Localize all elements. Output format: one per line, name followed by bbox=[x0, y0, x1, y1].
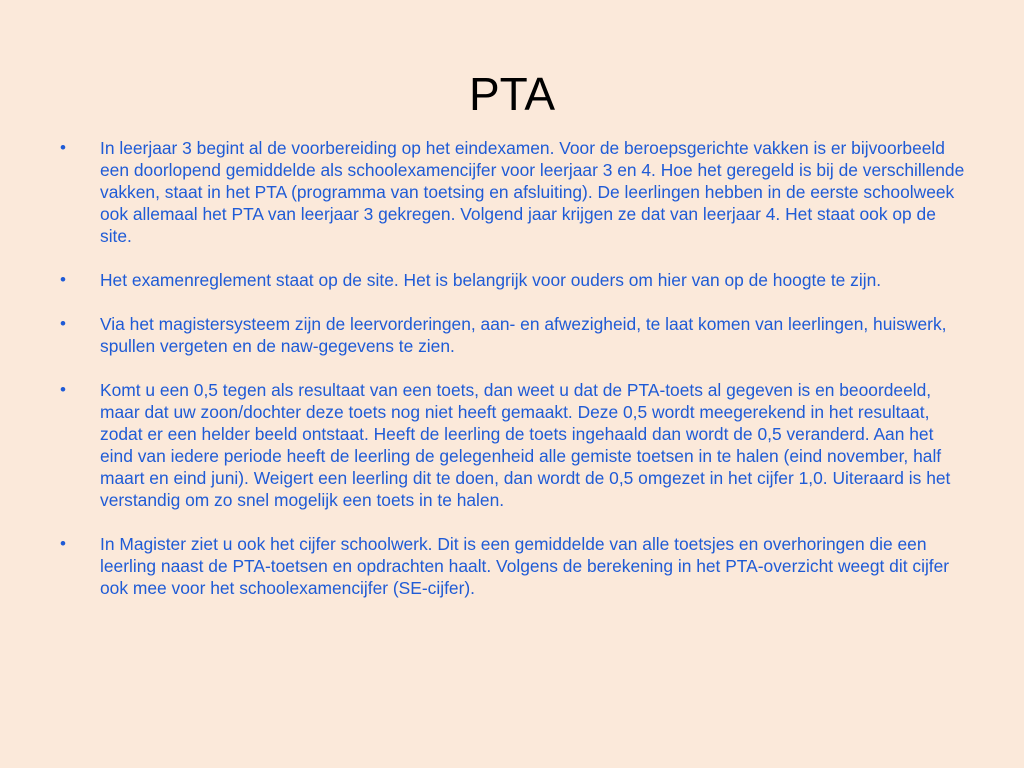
bullet-text: In leerjaar 3 begint al de voorbereiding op het eindexamen. Voor de beroepsgerichte vakken is er bijvoorbeeld een doorlopend gemiddelde als schoolexamencijfer voor leerjaar 3 en 4. Hoe het geregeld is bij de verschillende vakken, staat in het PTA (programma van toetsing en afsluiting). De leerlingen hebben in de eerste schoolweek ook allemaal het PTA van leerjaar 3 gekregen. Volgend jaar krijgen ze dat van leerjaar 4. Het staat ook op de site. bbox=[100, 138, 965, 246]
bullet-item bbox=[58, 269, 970, 291]
bullet-item bbox=[58, 137, 970, 247]
bullet-marker-icon: • bbox=[60, 534, 66, 553]
bullet-marker-icon: • bbox=[60, 380, 66, 399]
bullet-text: Via het magistersysteem zijn de leervorderingen, aan- en afwezigheid, te laat komen van leerlingen, huiswerk, spullen vergeten en de naw-gegevens te zien. bbox=[100, 314, 947, 356]
bullet-item bbox=[58, 379, 970, 511]
bullet-marker-icon: • bbox=[60, 314, 66, 333]
bullet-item bbox=[58, 313, 970, 357]
bullet-item bbox=[58, 533, 970, 599]
bullet-text: Het examenreglement staat op de site. Het is belangrijk voor ouders om hier van op de hoogte te zijn. bbox=[100, 270, 882, 290]
slide-title: PTA bbox=[468, 68, 556, 120]
bullet-list bbox=[58, 137, 970, 621]
bullet-marker-icon: • bbox=[60, 270, 66, 289]
bullet-marker-icon: • bbox=[60, 138, 66, 157]
bullet-text: In Magister ziet u ook het cijfer schoolwerk. Dit is een gemiddelde van alle toetsjes en overhoringen die een leerling naast de PTA-toetsen en opdrachten haalt. Volgens de berekening in het PTA-overzicht weegt dit cijfer ook mee voor het schoolexamencijfer (SE-cijfer). bbox=[100, 534, 950, 598]
bullet-text: Komt u een 0,5 tegen als resultaat van een toets, dan weet u dat de PTA-toets al gegeven is en beoordeeld, maar dat uw zoon/dochter deze toets nog niet heeft gemaakt. Deze 0,5 wordt meegerekend in het resultaat, zodat er een helder beeld ontstaat. Heeft de leerling de toets ingehaald dan wordt de 0,5 veranderd. Aan het eind van iedere periode heeft de leerling de gelegenheid alle gemiste toetsen in te halen (eind november, half maart en eind juni). Weigert een leerling dit te doen, dan wordt de 0,5 omgezet in het cijfer 1,0. Uiteraard is het verstandig om zo snel mogelijk een toets in te halen. bbox=[100, 380, 951, 510]
